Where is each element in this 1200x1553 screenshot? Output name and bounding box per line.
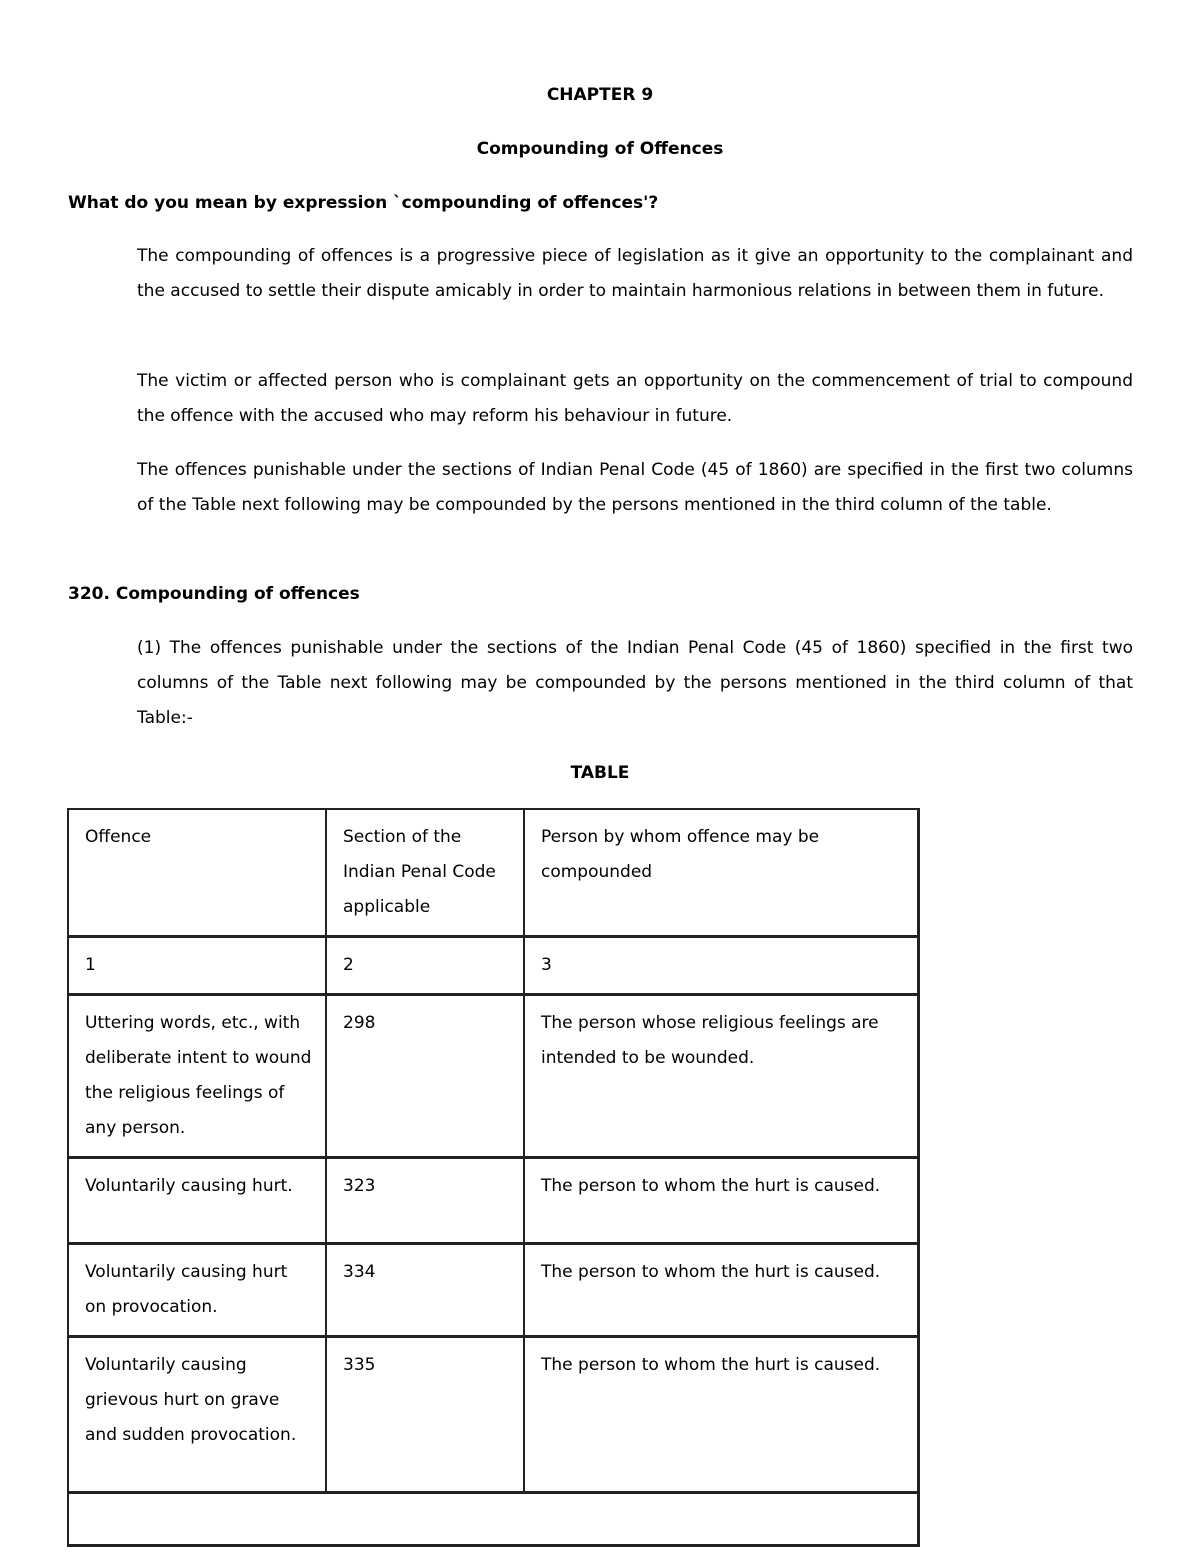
page-title: Compounding of Offences: [476, 139, 724, 159]
paragraph-3: The offences punishable under the sections of Indian Penal Code (45 of 1860) are specified in the first two columns of the Table next following may be compounded by the persons mentioned in the third column of the table.: [137, 460, 1133, 515]
section-paragraph: (1) The offences punishable under the sections of the Indian Penal Code (45 of 1860) specified in the first two columns of the Table next following may be compounded by the persons mentioned in the third column of that Table:-: [137, 638, 1133, 728]
question-heading: What do you mean by expression `compounding of offences'?: [68, 193, 659, 213]
person-cell: The person to whom the hurt is caused.: [525, 1338, 918, 1494]
continuation-cell: [69, 1494, 918, 1547]
table-continuation-row: [69, 1494, 918, 1547]
person-cell: The person whose religious feelings are intended to be wounded.: [525, 996, 918, 1159]
offence-cell: Voluntarily causing hurt on provocation.: [69, 1245, 327, 1338]
header-section: Section of the Indian Penal Code applicable: [327, 810, 525, 938]
table-row: [69, 1338, 918, 1494]
table-row: [69, 1159, 918, 1245]
offence-cell: Voluntarily causing hurt.: [69, 1159, 327, 1245]
offence-cell: Uttering words, etc., with deliberate intent to wound the religious feelings of any person.: [69, 996, 327, 1159]
header-person: Person by whom offence may be compounded: [525, 810, 918, 938]
index-cell: 1: [69, 938, 327, 996]
header-offence: Offence: [69, 810, 327, 938]
section-heading: 320. Compounding of offences: [68, 584, 360, 604]
table-header-row: [69, 810, 918, 938]
section-cell: 323: [327, 1159, 525, 1245]
table-index-row: [69, 938, 918, 996]
section-cell: 334: [327, 1245, 525, 1338]
section-cell: 298: [327, 996, 525, 1159]
person-cell: The person to whom the hurt is caused.: [525, 1245, 918, 1338]
offence-cell: Voluntarily causing grievous hurt on grave and sudden provocation.: [69, 1338, 327, 1494]
index-cell: 3: [525, 938, 918, 996]
paragraph-2: The victim or affected person who is complainant gets an opportunity on the commencement of trial to compound the offence with the accused who may reform his behaviour in future.: [137, 371, 1133, 426]
chapter-heading: CHAPTER 9: [546, 85, 654, 105]
table-row: [69, 1245, 918, 1338]
table-caption: TABLE: [570, 763, 630, 783]
index-cell: 2: [327, 938, 525, 996]
paragraph-1: The compounding of offences is a progressive piece of legislation as it give an opportunity to the complainant and the accused to settle their dispute amicably in order to maintain harmonious relations in between them in future.: [137, 246, 1133, 301]
section-cell: 335: [327, 1338, 525, 1494]
person-cell: The person to whom the hurt is caused.: [525, 1159, 918, 1245]
table-row: [69, 996, 918, 1159]
offences-table: [67, 808, 920, 1547]
